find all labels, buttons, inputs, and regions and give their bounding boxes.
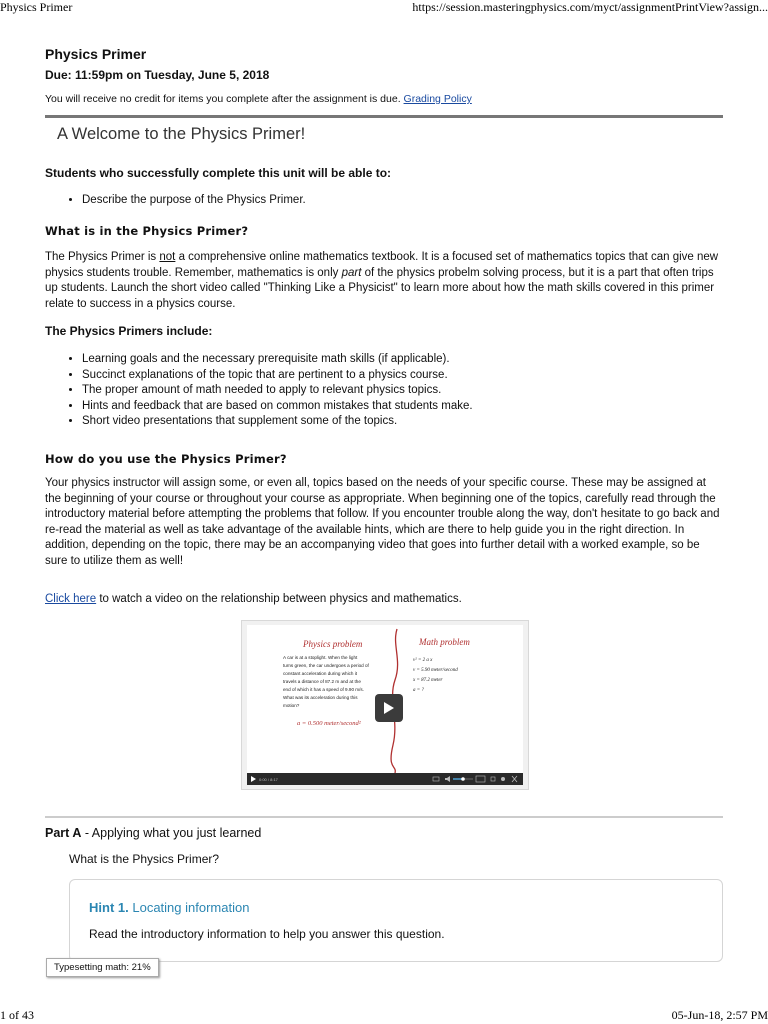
assignment-title: Physics Primer (45, 46, 147, 62)
svg-text:constant acceleration during w: constant acceleration during which it (283, 671, 358, 676)
divider (45, 115, 723, 118)
hint-number: Hint 1. (89, 900, 129, 915)
how-to-use-heading: How do you use the Physics Primer? (45, 452, 287, 466)
text-run: a comprehensive online mathematics textbook. It is a focused set of mathematics topics that can give new physics students trouble. Remember, mathematics is only (45, 251, 719, 279)
video-player[interactable] (241, 620, 529, 790)
svg-text:x = 87.2 meter: x = 87.2 meter (413, 678, 443, 683)
list-item: • Learning goals and the necessary prerequisite math skills (if applicable). (82, 352, 473, 368)
text-run: of the physics probelm solving process, but it is a part that often trips up students. Launch the short video called "Thinking Like a Physicist" to learn more about how the math skills covered in this primer relate to success in a physics course. (45, 266, 715, 310)
grading-policy-link[interactable]: Grading Policy (403, 93, 472, 105)
print-date: 05-Jun-18, 2:57 PM (671, 1008, 768, 1022)
video-link-text: to watch a video on the relationship between physics and mathematics. (96, 593, 462, 605)
video-time: 0:00 / 8:17 (259, 777, 278, 782)
play-small-icon[interactable] (251, 776, 256, 782)
svg-text:v = 5.90 meter/second: v = 5.90 meter/second (413, 668, 458, 673)
transcript-icon[interactable] (491, 777, 495, 781)
divider (45, 816, 723, 818)
emphasis-not: not (159, 251, 176, 263)
objectives-heading: Students who successfully complete this unit will be able to: (45, 166, 392, 180)
what-is-heading: What is in the Physics Primer? (45, 224, 249, 238)
problem-text (283, 655, 370, 708)
volume-icon[interactable] (445, 776, 450, 782)
physics-problem-heading: Physics problem (303, 639, 363, 649)
math-problem-heading: Math problem (419, 637, 470, 647)
click-here-link[interactable]: Click here (45, 593, 97, 605)
credit-notice (45, 93, 472, 105)
typesetting-status: Typesetting math: 21% (46, 958, 159, 977)
how-to-use-paragraph: Your physics instructor will assign some, or even all, topics based on the needs of your specific course. These may be assigned at the beginning of your course or throughout your course as appropriate. When beginning one of the topics, carefully read through the introductory material before attempting the problems that follow. If you encounter trouble along the way, don't hesitate to go back and re-read the material as well as take advantage of the available hints, which are there to help guide you in the right direction. In addition, depending on the topic, there may be an accompanying video that goes into further detail with a worked example, so be sure to utilize them as well! (45, 477, 720, 567)
list-item: • Hints and feedback that are based on common mistakes that students make. (82, 399, 473, 415)
welcome-title: A Welcome to the Physics Primer! (57, 125, 306, 143)
part-a-label (45, 826, 261, 840)
speed-icon[interactable] (476, 776, 485, 782)
answer-text: a = 0.500 meter/second² (297, 720, 361, 727)
svg-text:motion?: motion? (283, 703, 300, 708)
play-button[interactable] (375, 694, 403, 722)
list-item: • Short video presentations that supplement some of the topics. (82, 414, 473, 430)
part-a-subtitle: - Applying what you just learned (81, 826, 262, 840)
video-link-line (45, 592, 721, 608)
page-number: 1 of 43 (0, 1008, 34, 1022)
video-frame (247, 625, 523, 773)
due-date: Due: 11:59pm on Tuesday, June 5, 2018 (45, 68, 270, 82)
text-run: The Physics Primer is (45, 251, 160, 263)
emphasis-part: part (341, 266, 362, 279)
includes-list (45, 352, 473, 430)
svg-text:end of which it has a speed of: end of which it has a speed of 9.90 m/s. (283, 687, 364, 692)
play-icon (383, 701, 395, 715)
includes-heading: The Physics Primers include: (45, 324, 213, 338)
video-control-bar (247, 773, 523, 785)
captions-icon[interactable] (433, 777, 439, 781)
svg-text:v² = 2 a x: v² = 2 a x (413, 658, 433, 663)
hint-panel (69, 879, 723, 962)
svg-text:A car is at a stoplight. When: A car is at a stoplight. When the light (283, 655, 358, 660)
print-header-url: https://session.masteringphysics.com/myct/assignmentPrintView?assign... (412, 0, 768, 14)
print-header-title: Physics Primer (0, 0, 73, 14)
list-item: • Describe the purpose of the Physics Primer. (82, 193, 306, 209)
list-item: • The proper amount of math needed to apply to relevant physics topics. (82, 383, 473, 399)
svg-text:a = ?: a = ? (413, 688, 424, 693)
hint-title[interactable] (89, 900, 249, 915)
svg-text:What was its acceleration duri: What was its acceleration during this (283, 695, 358, 700)
question-text: What is the Physics Primer? (69, 852, 220, 866)
hint-label: Locating information (132, 900, 250, 915)
svg-text:turns green, the car undergoes: turns green, the car undergoes a period of (283, 663, 369, 668)
list-item: • Succinct explanations of the topic that are pertinent to a physics course. (82, 368, 473, 384)
part-a-title: Part A (45, 826, 82, 840)
credit-notice-text: You will receive no credit for items you complete after the assignment is due. (45, 93, 401, 105)
gear-icon[interactable] (501, 777, 505, 781)
fullscreen-icon[interactable] (512, 776, 517, 782)
what-is-paragraph (45, 250, 721, 312)
svg-text:travels a distance of 87.2 m a: travels a distance of 87.2 m and at the (283, 679, 361, 684)
math-text (412, 657, 458, 693)
print-footer (0, 1008, 768, 1024)
hint-body: Read the introductory information to help you answer this question. (89, 927, 445, 941)
print-header (0, 0, 768, 18)
objectives-list (45, 193, 306, 209)
